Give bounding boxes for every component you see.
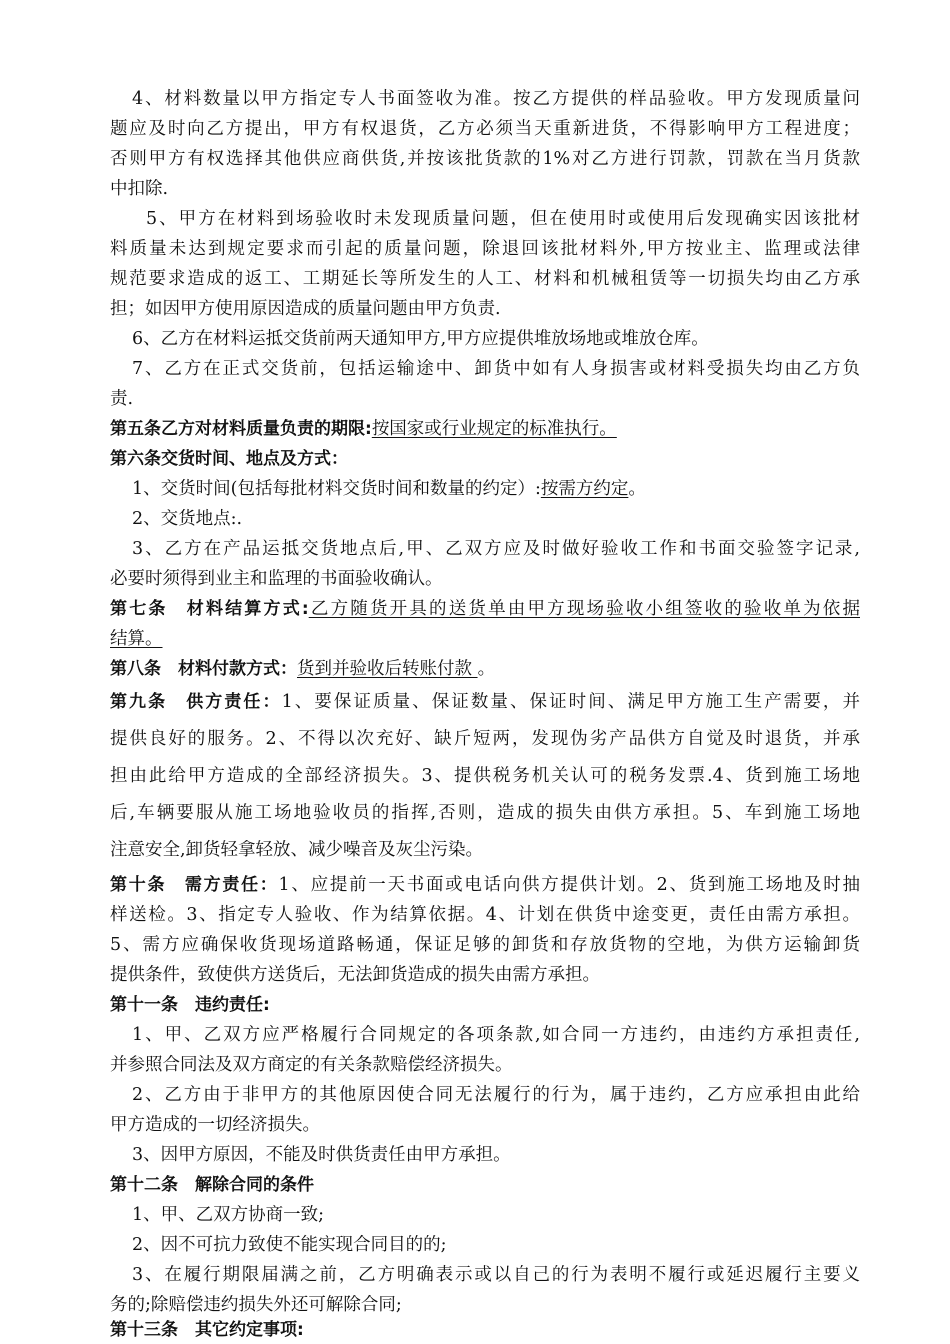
article-9-line-3: 担由此给甲方造成的全部经济损失。3、提供税务机关认可的税务发票.4、货到施工场地 [110, 766, 860, 786]
article-8-value: 货到并验收后转账付款 [297, 659, 478, 679]
article-11-item-2-line-1: 2、乙方由于非甲方的其他原因使合同无法履行的行为，属于违约，乙方应承担由此给 [132, 1085, 860, 1105]
article-9-text-1: 1、要保证质量、保证数量、保证时间、满足甲方施工生产需要，并 [281, 692, 860, 712]
article-8 [110, 657, 860, 683]
item-5-line-3: 规范要求造成的返工、工期延长等所发生的人工、材料和机械租赁等一切损失均由乙方承 [110, 269, 860, 289]
article-6-item-3-line-2: 必要时须得到业主和监理的书面验收确认。 [110, 569, 443, 589]
article-10-heading: 第十条 需方责任： [110, 875, 279, 895]
article-6-item-3-line-1: 3、乙方在产品运抵交货地点后,甲、乙双方应及时做好验收工作和书面交验签字记录, [132, 539, 860, 559]
article-10-line-4: 提供条件，致使供方送货后，无法卸货造成的损失由需方承担。 [110, 965, 600, 985]
article-9-line-5: 注意安全,卸货轻拿轻放、减少噪音及灰尘污染。 [110, 840, 484, 860]
article-11-item-2-line-2: 甲方造成的一切经济损失。 [110, 1115, 320, 1135]
item-4-line-3: 否则甲方有权选择其他供应商供货,并按该批货款的1%对乙方进行罚款，罚款在当月货款 [110, 149, 860, 169]
article-8-end: 。 [477, 659, 496, 679]
article-6-item-2: 2、交货地点:. [132, 509, 243, 529]
item-5-line-1: 5、甲方在材料到场验收时未发现质量问题，但在使用时或使用后发现确实因该批材 [146, 209, 860, 229]
item-7-line-2: 责. [110, 389, 134, 409]
item-4-line-2: 题应及时向乙方提出，甲方有权退货，乙方必须当天重新进货，不得影响甲方工程进度； [110, 119, 860, 139]
item-4-line-4: 中扣除. [110, 179, 169, 199]
article-7-line-2 [110, 627, 860, 653]
item-6: 6、乙方在材料运抵交货前两天通知甲方,甲方应提供堆放场地或堆放仓库。 [132, 329, 709, 349]
article-11-item-1-line-1: 1、甲、乙双方应严格履行合同规定的各项条款,如合同一方违约，由违约方承担责任, [132, 1025, 860, 1045]
article-11-item-3: 3、因甲方原因，不能及时供货责任由甲方承担。 [132, 1145, 511, 1165]
item-5-line-2: 料质量未达到规定要求而引起的质量问题，除退回该批材料外,甲方按业主、监理或法律 [110, 239, 860, 259]
article-9-heading: 第九条 供方责任： [110, 692, 282, 712]
article-8-heading: 第八条 材料付款方式： [110, 659, 297, 679]
article-10-line-3: 5、需方应确保收货现场道路畅通，保证足够的卸货和存放货物的空地，为供方运输卸货 [110, 935, 860, 955]
item-4-line-1: 4、材料数量以甲方指定专人书面签收为准。按乙方提供的样品验收。甲方发现质量问 [132, 89, 860, 109]
article-12-heading: 第十二条 解除合同的条件 [110, 1175, 314, 1195]
article-11-item-1-line-2: 并参照合同法及双方商定的有关条款赔偿经济损失。 [110, 1055, 513, 1075]
article-6-item-1-end: 。 [628, 479, 646, 499]
article-9-line-1 [110, 690, 860, 716]
item-7-line-1: 7、乙方在正式交货前，包括运输途中、卸货中如有人身损害或材料受损失均由乙方负 [132, 359, 860, 379]
article-10-line-1 [110, 873, 860, 899]
article-9-line-2: 提供良好的服务。2、不得以次充好、缺斤短两，发现伪劣产品供方自觉及时退货，并承 [110, 729, 860, 749]
article-10-text-1: 1、应提前一天书面或电话向供方提供计划。2、货到施工场地及时抽 [278, 875, 860, 895]
article-12-item-2: 2、因不可抗力致使不能实现合同目的的; [132, 1235, 447, 1255]
item-5-line-4: 担；如因甲方使用原因造成的质量问题由甲方负责. [110, 299, 501, 319]
article-10-line-2: 样送检。3、指定专人验收、作为结算依据。4、计划在供货中途变更，责任由需方承担。 [110, 905, 860, 925]
article-6-item-1 [110, 477, 860, 503]
article-6-item-1-label: 1、交货时间(包括每批材料交货时间和数量的约定）: [132, 479, 541, 499]
article-5 [110, 417, 860, 443]
article-7-value-1: 乙方随货开具的送货单由甲方现场验收小组签收的验收单为依据 [308, 599, 860, 619]
article-7-value-2: 结算。 [110, 629, 163, 649]
article-9-line-4: 后,车辆要服从施工场地验收员的指挥,否则，造成的损失由供方承担。5、车到施工场地 [110, 803, 860, 823]
article-6-heading: 第六条交货时间、地点及方式： [110, 449, 348, 469]
article-6-item-1-value: 按需方约定 [540, 479, 629, 499]
article-5-heading: 第五条乙方对材料质量负责的期限: [110, 419, 372, 439]
article-12-item-1: 1、甲、乙双方协商一致; [132, 1205, 325, 1225]
article-12-item-3-line-1: 3、在履行期限届满之前，乙方明确表示或以自己的行为表明不履行或延迟履行主要义 [132, 1265, 860, 1285]
article-12-item-3-line-2: 务的;除赔偿违约损失外还可解除合同; [110, 1295, 402, 1315]
article-13-heading: 第十三条 其它约定事项: [110, 1320, 304, 1340]
article-7-heading: 第七条 材料结算方式: [110, 599, 309, 619]
article-11-heading: 第十一条 违约责任: [110, 995, 270, 1015]
article-5-value: 按国家或行业规定的标准执行。 [371, 419, 617, 439]
article-7-line-1 [110, 597, 860, 623]
